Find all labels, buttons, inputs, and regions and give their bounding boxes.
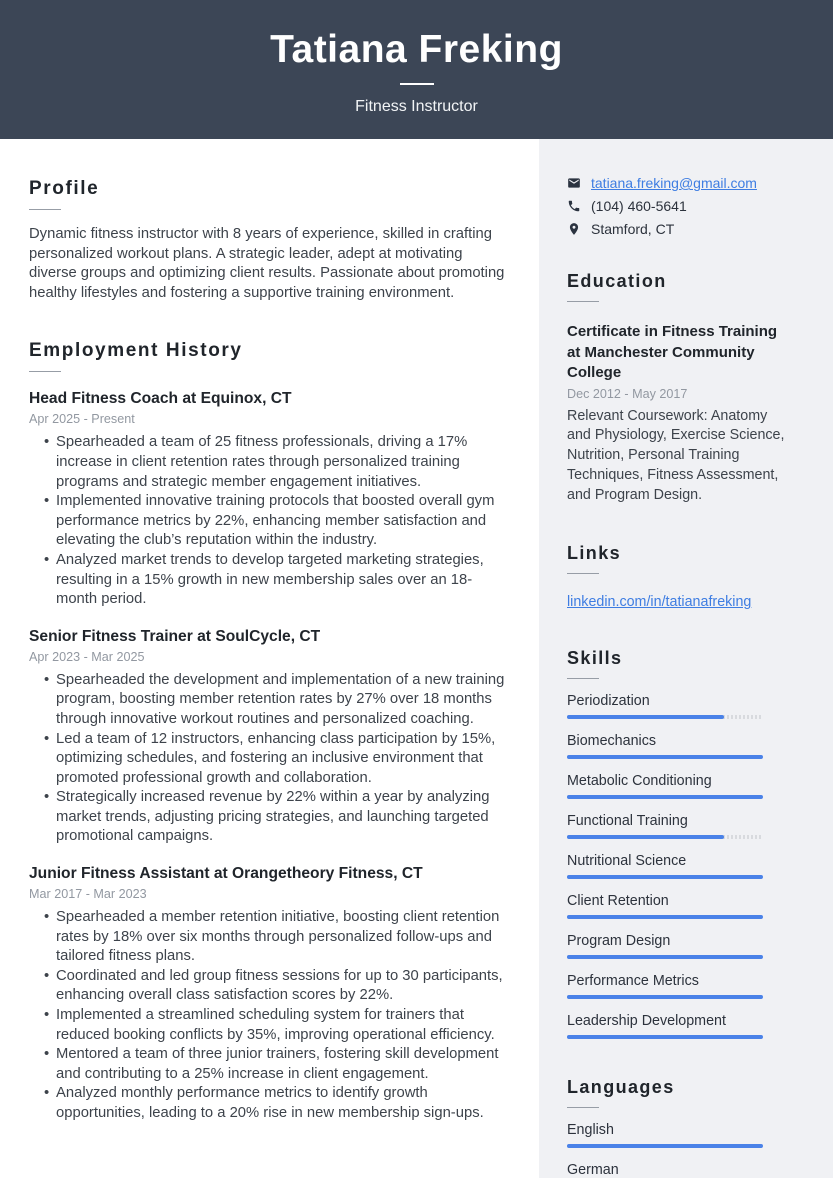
links-list: [567, 594, 793, 610]
meter-label: Metabolic Conditioning: [567, 773, 712, 790]
meter-track: [567, 715, 763, 719]
contact-block: [567, 175, 793, 237]
education-degree: Certificate in Fitness Training at Manchester Community College: [567, 323, 778, 381]
meter-fill: [567, 955, 763, 959]
education-heading: Education: [567, 271, 667, 291]
meter-item: [567, 1122, 793, 1148]
job-entry: [29, 389, 505, 609]
skills-list: [567, 693, 793, 1039]
profile-link[interactable]: linkedin.com/in/tatianafreking: [567, 594, 752, 611]
meter-fill: [567, 915, 763, 919]
languages-heading: Languages: [567, 1077, 675, 1098]
bullet-item: • Spearheaded a member retention initiative, boosting client retention rates by 18% over six months through personalized follow-ups and tailored fitness plans.: [56, 908, 505, 967]
profile-heading: Profile: [29, 178, 100, 199]
bullet-item: • Led a team of 12 instructors, enhancing class participation by 15%, optimizing schedules, and fostering an inclusive environment that promoted professional growth and collaboration.: [56, 730, 505, 789]
heading-rule: [567, 573, 599, 574]
contact-phone-row: [567, 198, 793, 214]
education-dates: Dec 2012 - May 2017: [567, 386, 688, 401]
meter-label: English: [567, 1122, 614, 1139]
meter-fill: [567, 755, 763, 759]
meter-track: [567, 755, 763, 759]
bullet-item: • Analyzed market trends to develop targeted marketing strategies, resulting in a 15% growth in new membership sales over an 18-month period.: [56, 551, 505, 610]
bullet-item: • Mentored a team of three junior trainers, fostering skill development and contributing to a 25% increase in client engagement.: [56, 1045, 505, 1084]
bullet-item: • Coordinated and led group fitness sessions for up to 30 participants, enhancing overall class satisfaction scores by 22%.: [56, 967, 505, 1006]
meter-label: German: [567, 1162, 619, 1178]
meter-fill: [567, 875, 763, 879]
phone-number: (104) 460-5641: [591, 198, 687, 214]
bullet-item: • Strategically increased revenue by 22% within a year by analyzing market trends, adjusting pricing strategies, and launching targeted promotional campaigns.: [56, 788, 505, 847]
links-heading: Links: [567, 543, 622, 564]
meter-item: [567, 773, 793, 799]
meter-fill: [567, 1035, 763, 1039]
meter-label: Program Design: [567, 933, 671, 950]
meter-label: Client Retention: [567, 893, 669, 910]
job-dates: Apr 2025 - Present: [29, 412, 135, 427]
job-bullets: [29, 908, 505, 1124]
meter-item: [567, 813, 793, 839]
bullet-item: • Spearheaded the development and implementation of a new training program, boosting member retention rates by 27% over 18 months through innovative workout routines and personalized coaching.: [56, 671, 505, 730]
meter-item: [567, 693, 793, 719]
link-item: [567, 594, 793, 610]
education-section: [567, 271, 793, 505]
meter-label: Performance Metrics: [567, 973, 699, 990]
job-bullets: [29, 433, 505, 609]
location-text: Stamford, CT: [591, 221, 675, 237]
envelope-icon: [567, 176, 581, 190]
languages-section: [567, 1077, 793, 1178]
bullet-item: • Implemented innovative training protocols that boosted overall gym performance metrics by 22%, enhancing member satisfaction and elevating the club’s reputation within the industry.: [56, 492, 505, 551]
candidate-name: Tatiana Freking: [270, 27, 563, 71]
links-section: [567, 543, 793, 610]
meter-label: Functional Training: [567, 813, 688, 830]
meter-track: [567, 795, 763, 799]
education-description: Relevant Coursework: Anatomy and Physiology, Exercise Science, Nutrition, Personal Training Techniques, Fitness Assessment, and Program Design.: [567, 407, 785, 503]
skills-section: [567, 648, 793, 1039]
profile-text: Dynamic fitness instructor with 8 years of experience, skilled in crafting personalized workout plans. A strategic leader, adept at motivating diverse groups and optimizing client results. Passionate about promoting healthy lifestyles and fostering a supportive training environment.: [29, 226, 505, 301]
resume-header: [0, 0, 833, 139]
bullet-item: • Spearheaded a team of 25 fitness professionals, driving a 17% increase in client retention rates through personalized training programs and strategic member engagement initiatives.: [56, 433, 505, 492]
meter-label: Nutritional Science: [567, 853, 687, 870]
heading-rule: [567, 1107, 599, 1108]
bullet-item: • Analyzed monthly performance metrics to identify growth opportunities, leading to a 20% rise in new membership sign-ups.: [56, 1084, 505, 1123]
email-link[interactable]: tatiana.freking@gmail.com: [591, 175, 757, 191]
jobs-container: [29, 389, 505, 1123]
meter-item: [567, 893, 793, 919]
job-title: Head Fitness Coach at Equinox, CT: [29, 390, 292, 408]
meter-item: [567, 1162, 793, 1178]
sidebar: [539, 139, 833, 1178]
meter-item: [567, 933, 793, 959]
profile-section: [29, 178, 505, 303]
meter-track: [567, 835, 763, 839]
meter-fill: [567, 715, 724, 719]
meter-item: [567, 1013, 793, 1039]
job-entry: [29, 627, 505, 847]
languages-list: [567, 1122, 793, 1178]
bullet-item: • Implemented a streamlined scheduling system for trainers that reduced booking conflicts by 35%, improving operational efficiency.: [56, 1006, 505, 1045]
meter-track: [567, 1035, 763, 1039]
meter-fill: [567, 795, 763, 799]
meter-track: [567, 875, 763, 879]
skills-heading: Skills: [567, 648, 623, 669]
job-bullets: [29, 671, 505, 847]
meter-item: [567, 733, 793, 759]
main-column: [0, 139, 539, 1178]
heading-rule: [29, 209, 61, 210]
job-dates: Apr 2023 - Mar 2025: [29, 649, 145, 664]
meter-track: [567, 955, 763, 959]
meter-label: Leadership Development: [567, 1013, 726, 1030]
map-pin-icon: [567, 222, 581, 236]
phone-icon: [567, 199, 581, 213]
heading-rule: [29, 371, 61, 372]
meter-item: [567, 853, 793, 879]
job-title: Junior Fitness Assistant at Orangetheory Fitness, CT: [29, 865, 423, 883]
job-title: Senior Fitness Trainer at SoulCycle, CT: [29, 627, 321, 645]
header-divider: [400, 83, 434, 85]
meter-fill: [567, 1144, 763, 1148]
meter-label: Biomechanics: [567, 733, 656, 750]
job-dates: Mar 2017 - Mar 2023: [29, 887, 147, 902]
meter-track: [567, 915, 763, 919]
employment-heading: Employment History: [29, 340, 243, 362]
meter-label: Periodization: [567, 693, 650, 710]
heading-rule: [567, 301, 599, 302]
contact-location-row: [567, 221, 793, 237]
contact-email-row: [567, 175, 793, 191]
meter-track: [567, 995, 763, 999]
meter-fill: [567, 835, 724, 839]
candidate-job-title: Fitness Instructor: [355, 97, 478, 115]
meter-track: [567, 1144, 763, 1148]
employment-section: [29, 340, 505, 1123]
meter-fill: [567, 995, 763, 999]
job-entry: [29, 864, 505, 1124]
heading-rule: [567, 678, 599, 679]
meter-item: [567, 973, 793, 999]
